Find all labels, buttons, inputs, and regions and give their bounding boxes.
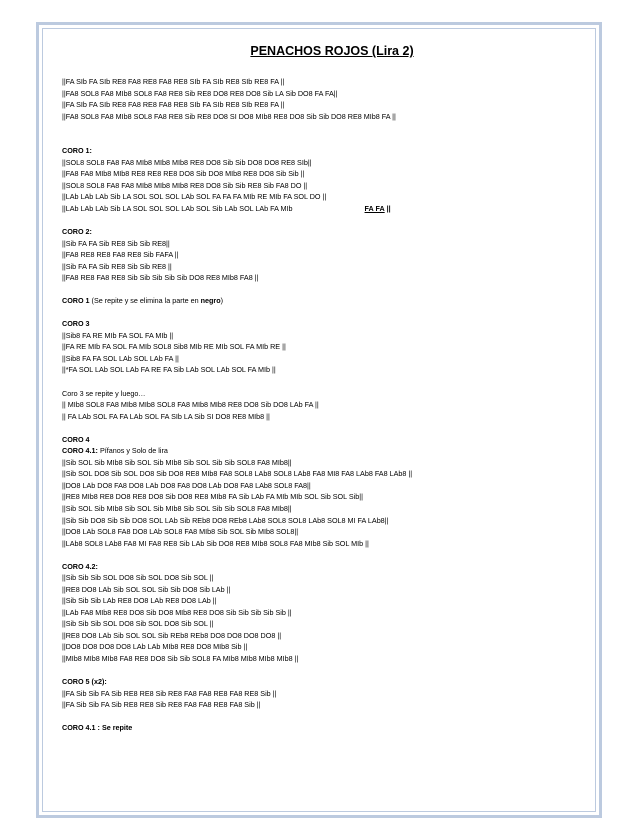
coro4-header: CORO 4	[62, 434, 90, 444]
coro3-line-2: ||FA RE MIb FA SOL FA MIb SOL8 Sib8 MIb RE MIb SOL FA MIb RE ||	[62, 342, 286, 352]
coro3-line-4: ||*FA SOL LAb SOL LAb FA RE FA Sib LAb SOL LAb SOL FA MIb ||	[62, 365, 276, 375]
coro4-subheader: CORO 4.1:	[62, 446, 98, 456]
coro1-section	[62, 145, 582, 214]
coro2-section	[62, 226, 582, 284]
coro4-line-7: ||DO8 LAb SOL8 FA8 DO8 LAb SOL8 FA8 MIb8 Sib SOL Sib MIb8 SOL8||	[62, 527, 299, 537]
coro4-subheader-line	[62, 445, 582, 457]
coro4-section	[62, 434, 582, 549]
coro1-line-1: ||SOL8 SOL8 FA8 FA8 MIb8 MIb8 MIb8 RE8 DO8 Sib Sib DO8 DO8 RE8 SIb||	[62, 157, 312, 167]
coro41-repeat: CORO 4.1 : Se repite	[62, 723, 133, 733]
coro1-line-2: ||FA8 FA8 MIb8 MIb8 RE8 RE8 RE8 DO8 Sib DO8 MIb8 RE8 DO8 Sib Sib ||	[62, 169, 305, 179]
intro-line-2: ||FA8 SOL8 FA8 MIb8 SOL8 FA8 RE8 Sib RE8 DO8 RE8 DO8 Sib LA Sib DO8 FA FA||	[62, 88, 338, 98]
coro4-line-3: ||DO8 LAb DO8 FA8 DO8 LAb DO8 FA8 DO8 LAb DO8 FA8 LAb8 SOL8 FA8||	[62, 480, 311, 490]
coro42-line-4: ||LAb FA8 MIb8 RE8 DO8 Sib DO8 MIb8 RE8 DO8 Sib Sib Sib Sib Sib ||	[62, 607, 292, 617]
coro42-line-5: ||Sib Sib Sib SOL DO8 Sib SOL DO8 Sib SOL ||	[62, 619, 214, 629]
coro5-section	[62, 676, 582, 711]
document-body	[62, 44, 582, 745]
coro3-repeat-intro: Coro 3 se repite y luego…	[62, 388, 146, 398]
coro4-line-2: ||Sib SOL DO8 Sib SOL DO8 Sib DO8 RE8 MIb8 FA8 SOL8 LAb8 SOL8 LAb8 FA8 MI8 FA8 LAb8 FA8 LAb8 ||	[62, 469, 413, 479]
coro1-note-bold2: negro	[200, 296, 221, 306]
coro3-line-1: ||Sib8 FA RE MIb FA SOL FA MIb ||	[62, 330, 174, 340]
intro-line-3: ||FA SIb FA SIb RE8 FA8 RE8 FA8 RE8 SIb FA SIb RE8 SIb RE8 FA ||	[62, 100, 285, 110]
coro1-line-5-bold: FA FA	[364, 203, 385, 213]
coro1-line-5	[62, 203, 582, 215]
coro2-line-1: ||Sib FA FA Sib RE8 Sib Sib RE8||	[62, 238, 170, 248]
coro4-subheader-text: Pífanos y Solo de lira	[97, 446, 168, 456]
coro1-note-text: (Se repite y se elimina la parte en	[89, 296, 201, 306]
coro5-line-2: ||FA Sib Sib FA Sib RE8 RE8 Sib RE8 FA8 FA8 RE8 FA8 Sib ||	[62, 700, 261, 710]
coro2-line-2: ||FA8 RE8 RE8 FA8 RE8 Sib FAFA ||	[62, 250, 179, 260]
coro4-line-5: ||Sib SOL Sib MIb8 Sib SOL Sib MIb8 Sib SOL Sib Sib SOL8 FA8 MIb8||	[62, 503, 292, 513]
coro42-line-6: ||RE8 DO8 LAb Sib SOL SOL Sib REb8 REb8 DO8 DO8 DO8 DO8 ||	[62, 630, 282, 640]
coro1-line-3: ||SOL8 SOL8 FA8 FA8 MIb8 MIb8 MIb8 RE8 DO8 Sib Sib RE8 Sib FA8 DO ||	[62, 180, 308, 190]
coro1-note-line	[62, 295, 582, 307]
coro42-header: CORO 4.2:	[62, 561, 98, 571]
coro42-section	[62, 561, 582, 665]
coro1-line-5-end: ||	[386, 203, 391, 213]
coro2-header: CORO 2:	[62, 227, 92, 237]
coro1-note	[62, 295, 582, 307]
coro1-note-end: )	[220, 296, 223, 306]
coro3-line-3: ||Sib8 FA FA SOL LAb SOL LAb FA ||	[62, 353, 179, 363]
coro4-line-8: ||LAb8 SOL8 LAb8 FA8 MI FA8 RE8 Sib LAb Sib DO8 RE8 MIb8 SOL8 FA8 MIb8 Sib SOL MIb ||	[62, 538, 369, 548]
coro3-repeat-section	[62, 388, 582, 423]
page-title: PENACHOS ROJOS (Lira 2)	[250, 44, 414, 58]
intro-line-4: ||FA8 SOL8 FA8 MIb8 SOL8 FA8 RE8 Sib RE8 DO8 SI DO8 MIb8 RE8 DO8 Sib Sib DO8 RE8 MIb8 FA ||	[62, 111, 396, 121]
coro2-line-3: ||Sib FA FA Sib RE8 Sib Sib RE8 ||	[62, 261, 172, 271]
coro4-line-6: ||Sib Sib DO8 Sib Sib DO8 SOL LAb Sib REb8 DO8 REb8 LAb8 SOL8 SOL8 LAb8 SOL8 MI FA LAb8||	[62, 515, 389, 525]
intro-line-1: ||FA SIb FA SIb RE8 FA8 RE8 FA8 RE8 SIb FA SIb RE8 SIb RE8 FA ||	[62, 77, 285, 86]
coro1-line-4: ||LAb LAb LAb Sib LA SOL SOL SOL LAb SOL FA FA FA MIb RE MIb FA SOL DO ||	[62, 192, 327, 202]
coro4-line-4: ||RE8 MIb8 RE8 DO8 RE8 DO8 Sib DO8 RE8 MIb8 FA Sib LAb FA MIb MIb SOL Sib SOL Sib||	[62, 492, 363, 502]
coro5-header: CORO 5 (x2):	[62, 677, 107, 687]
coro41-repeat-section	[62, 722, 582, 734]
coro3-repeat-line-2: || FA LAb SOL FA FA LAb SOL FA SIb LA Sib SI DO8 RE8 MIb8 ||	[62, 411, 270, 421]
intro-section	[62, 76, 582, 122]
coro42-line-3: ||Sib Sib Sib LAb RE8 DO8 LAb RE8 DO8 LAb ||	[62, 596, 217, 606]
coro42-line-1: ||Sib Sib Sib SOL DO8 Sib SOL DO8 Sib SOL ||	[62, 573, 214, 583]
coro1-note-bold: CORO 1	[62, 296, 90, 306]
coro42-line-7: ||DO8 DO8 DO8 DO8 LAb LAb MIb8 RE8 DO8 MIb8 Sib ||	[62, 642, 248, 652]
coro2-line-4: ||FA8 RE8 FA8 RE8 Sib Sib Sib Sib Sib DO8 RE8 MIb8 FA8 ||	[62, 273, 259, 283]
coro3-header: CORO 3	[62, 319, 90, 329]
coro3-repeat-line-1: || MIb8 SOL8 FA8 MIb8 MIb8 SOL8 FA8 MIb8 MIb8 RE8 DO8 Sib DO8 LAb FA ||	[62, 400, 319, 410]
coro42-line-2: ||RE8 DO8 LAb Sib SOL SOL Sib Sib DO8 Sib LAb ||	[62, 584, 231, 594]
coro3-section	[62, 318, 582, 376]
coro1-line-5-text: ||LAb LAb LAb Sib LA SOL SOL SOL LAb SOL Sib LAb SOL LAb FA MIb	[62, 203, 293, 213]
coro4-line-1: ||Sib SOL Sib MIb8 Sib SOL Sib MIb8 Sib SOL Sib Sib SOL8 FA8 MIb8||	[62, 457, 292, 467]
coro42-line-8: ||MIb8 MIb8 MIb8 FA8 RE8 DO8 Sib Sib SOL8 FA MIb8 MIb8 MIb8 MIb8 ||	[62, 654, 299, 664]
coro5-line-1: ||FA Sib Sib FA Sib RE8 RE8 Sib RE8 FA8 FA8 RE8 FA8 RE8 Sib ||	[62, 688, 277, 698]
coro1-header: CORO 1:	[62, 146, 92, 156]
